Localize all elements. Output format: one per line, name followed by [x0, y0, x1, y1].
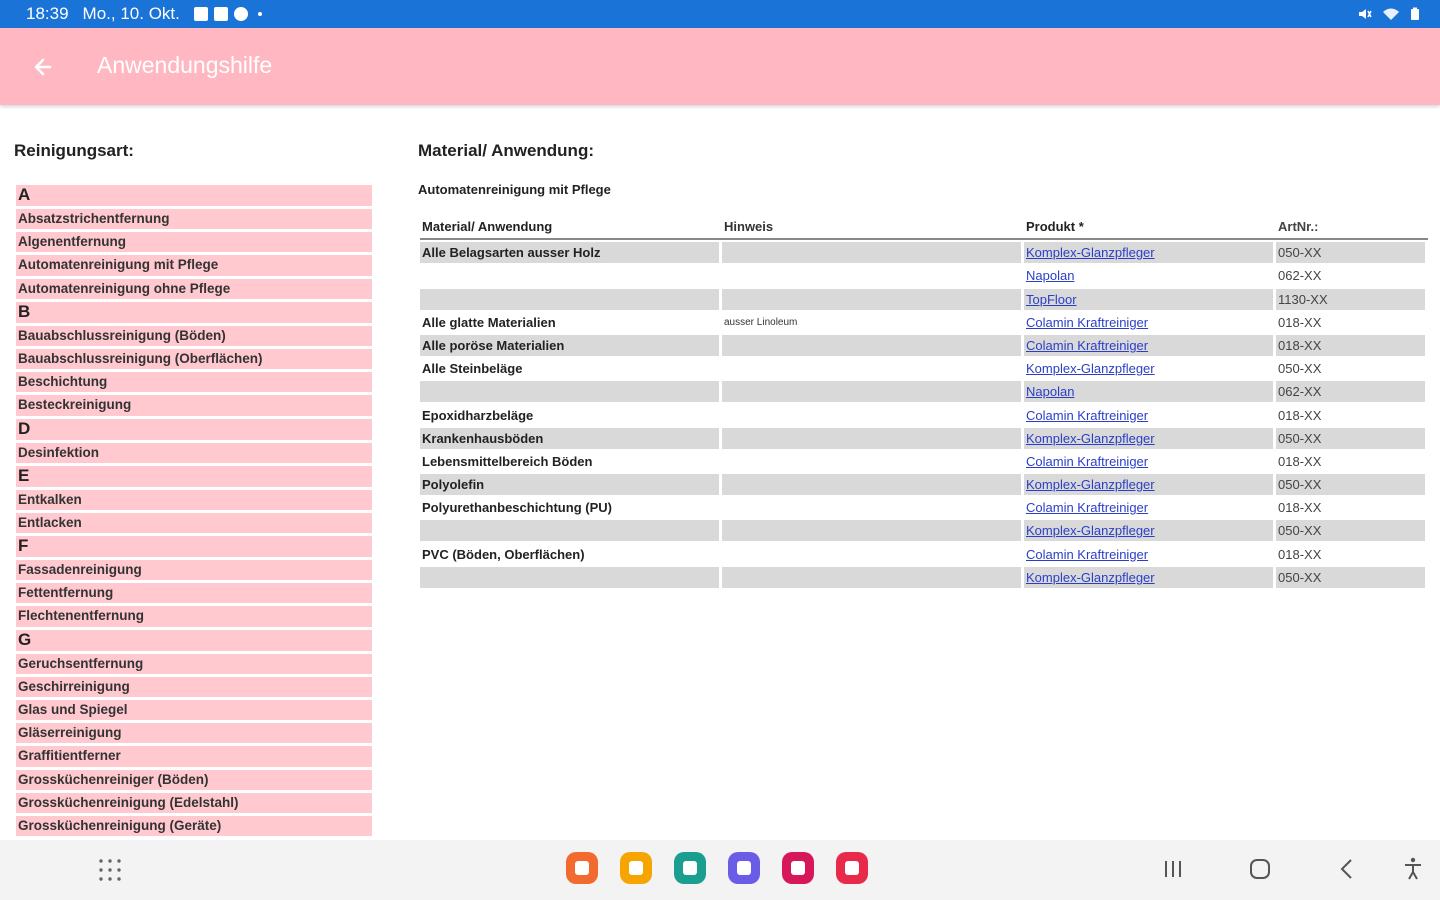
list-item[interactable]: Gläserreinigung — [16, 723, 372, 743]
page-title: Anwendungshilfe — [97, 52, 273, 78]
produkt-cell — [1024, 497, 1273, 518]
list-item[interactable]: Graffitientferner — [16, 746, 372, 766]
list-item[interactable]: Entkalken — [16, 490, 372, 510]
status-time: 18:39 — [26, 4, 69, 23]
material-cell: Alle Belagsarten ausser Holz — [420, 242, 719, 263]
cleaning-type-list[interactable] — [16, 185, 372, 841]
calendar-app-icon[interactable] — [674, 852, 706, 884]
hinweis-cell — [722, 451, 1021, 472]
list-item[interactable]: Bauabschlussreinigung (Oberflächen) — [16, 349, 372, 369]
back-arrow-icon[interactable] — [28, 52, 58, 82]
header-hinweis: Hinweis — [724, 219, 774, 234]
table-row — [420, 474, 1428, 495]
header-produkt: Produkt * — [1026, 219, 1084, 234]
material-cell: Polyurethanbeschichtung (PU) — [422, 500, 612, 516]
table-row — [420, 265, 1428, 286]
product-link[interactable]: Colamin Kraftreiniger — [1026, 314, 1149, 330]
gallery-glyph-icon — [791, 861, 805, 875]
list-item[interactable]: Glas und Spiegel — [16, 700, 372, 720]
header-material: Material/ Anwendung — [422, 219, 553, 234]
material-cell: Alle poröse Materialien — [420, 335, 719, 356]
table-row — [420, 289, 1428, 310]
produkt-cell — [1024, 242, 1273, 263]
apps-grid-icon[interactable] — [98, 858, 122, 882]
section-letter: D — [16, 419, 372, 440]
artnr-cell: 018-XX — [1278, 546, 1322, 562]
produkt-cell — [1024, 381, 1273, 402]
product-link[interactable]: TopFloor — [1026, 291, 1077, 307]
list-item[interactable]: Fettentfernung — [16, 583, 372, 603]
artnr-cell: 018-XX — [1278, 314, 1322, 330]
product-link[interactable]: Colamin Kraftreiniger — [1026, 407, 1149, 423]
table-body — [420, 242, 1428, 588]
material-cell — [420, 381, 719, 402]
product-link[interactable]: Komplex-Glanzpfleger — [1026, 477, 1155, 493]
list-item[interactable]: Absatzstrichentfernung — [16, 209, 372, 229]
gallery-app-icon[interactable] — [782, 852, 814, 884]
product-link[interactable]: Colamin Kraftreiniger — [1026, 453, 1149, 469]
product-link[interactable]: Napolan — [1026, 384, 1075, 400]
status-date: Mo., 10. Okt. — [82, 4, 180, 23]
material-cell — [420, 567, 719, 588]
material-heading: Material/ Anwendung: — [418, 141, 594, 160]
hinweis-cell — [722, 520, 1021, 541]
artnr-cell: 062-XX — [1278, 268, 1322, 284]
hinweis-cell — [722, 405, 1021, 426]
produkt-cell — [1024, 474, 1273, 495]
material-cell: Alle Steinbeläge — [422, 361, 523, 377]
product-link[interactable]: Komplex-Glanzpfleger — [1026, 523, 1155, 539]
material-cell: PVC (Böden, Oberflächen) — [422, 546, 585, 562]
table-row — [420, 428, 1428, 449]
material-cell: Polyolefin — [420, 474, 719, 495]
more-notifications-icon — [258, 12, 262, 16]
table-row — [420, 405, 1428, 426]
produkt-cell — [1024, 428, 1273, 449]
material-table — [420, 216, 1428, 588]
table-row — [420, 358, 1428, 379]
produkt-cell — [1024, 358, 1273, 379]
artnr-cell: 018-XX — [1278, 407, 1322, 423]
navigation-bar — [0, 840, 1440, 900]
material-cell: Krankenhausböden — [420, 428, 719, 449]
status-bar — [0, 0, 1440, 28]
table-row — [420, 451, 1428, 472]
cleaning-type-heading: Reinigungsart: — [14, 141, 134, 160]
artnr-cell: 062-XX — [1276, 381, 1425, 402]
app-bar — [0, 28, 1440, 105]
table-header — [420, 216, 1428, 240]
app-dock — [566, 852, 868, 884]
hinweis-cell — [722, 474, 1021, 495]
produkt-cell — [1024, 520, 1273, 541]
section-letter: A — [16, 185, 372, 206]
header-artnr: ArtNr.: — [1278, 219, 1319, 234]
produkt-cell — [1024, 544, 1273, 565]
notes-glyph-icon — [575, 861, 589, 875]
artnr-cell: 050-XX — [1276, 428, 1425, 449]
list-item[interactable]: Automatenreinigung ohne Pflege — [16, 279, 372, 299]
gallery-notification-icon — [214, 7, 228, 21]
list-item[interactable]: Grossküchenreinigung (Edelstahl) — [16, 793, 372, 813]
product-link[interactable]: Komplex-Glanzpfleger — [1026, 569, 1155, 585]
list-item[interactable]: Bauabschlussreinigung (Böden) — [16, 326, 372, 346]
material-cell: Alle glatte Materialien — [422, 314, 556, 330]
notes-app-icon[interactable] — [566, 852, 598, 884]
artnr-cell: 018-XX — [1278, 453, 1322, 469]
product-link[interactable]: Komplex-Glanzpfleger — [1026, 361, 1155, 377]
list-item[interactable]: Grossküchenreiniger (Böden) — [16, 770, 372, 790]
table-row — [420, 242, 1428, 263]
produkt-cell — [1024, 567, 1273, 588]
artnr-cell: 050-XX — [1276, 242, 1425, 263]
hinweis-cell — [722, 428, 1021, 449]
list-item[interactable]: Flechtenentfernung — [16, 606, 372, 626]
hinweis-cell: ausser Linoleum — [724, 316, 798, 328]
product-link[interactable]: Colamin Kraftreiniger — [1026, 337, 1149, 353]
artnr-cell: 050-XX — [1278, 361, 1322, 377]
table-row — [420, 312, 1428, 333]
folder-glyph-icon — [629, 861, 643, 875]
artnr-cell: 050-XX — [1276, 567, 1425, 588]
mute-icon — [1358, 7, 1372, 21]
list-item[interactable]: Geruchsentfernung — [16, 654, 372, 674]
material-cell: Lebensmittelbereich Böden — [422, 453, 593, 469]
notification-icons — [194, 7, 262, 21]
settings-notification-icon — [234, 7, 248, 21]
list-item[interactable]: Entlacken — [16, 513, 372, 533]
hinweis-cell — [722, 497, 1021, 518]
hinweis-cell — [722, 381, 1021, 402]
produkt-cell — [1024, 405, 1273, 426]
table-row — [420, 381, 1428, 402]
produkt-cell — [1024, 312, 1273, 333]
artnr-cell: 018-XX — [1278, 500, 1322, 516]
table-row — [420, 497, 1428, 518]
accessibility-icon[interactable] — [1400, 856, 1426, 882]
material-cell — [420, 289, 719, 310]
screen-recorder-app-icon[interactable] — [836, 852, 868, 884]
folder-app-icon[interactable] — [620, 852, 652, 884]
selected-cleaning-type: Automatenreinigung mit Pflege — [418, 182, 611, 197]
hinweis-cell — [722, 567, 1021, 588]
hinweis-cell — [722, 289, 1021, 310]
table-row — [420, 567, 1428, 588]
produkt-cell — [1024, 265, 1273, 286]
section-letter: E — [16, 466, 372, 487]
list-item[interactable]: Beschichtung — [16, 372, 372, 392]
table-row — [420, 335, 1428, 356]
list-item[interactable]: Desinfektion — [16, 443, 372, 463]
artnr-cell: 1130-XX — [1276, 289, 1425, 310]
product-link[interactable]: Colamin Kraftreiniger — [1026, 500, 1149, 516]
calendar-glyph-icon — [683, 861, 697, 875]
note-notification-icon — [194, 7, 208, 21]
hinweis-cell — [722, 242, 1021, 263]
produkt-cell — [1024, 289, 1273, 310]
hinweis-cell — [722, 358, 1021, 379]
section-letter: G — [16, 630, 372, 651]
screen-recorder-glyph-icon — [845, 861, 859, 875]
hinweis-cell — [722, 265, 1021, 286]
table-row — [420, 520, 1428, 541]
list-item[interactable]: Grossküchenreinigung (Geräte) — [16, 816, 372, 836]
material-cell — [420, 265, 719, 286]
table-row — [420, 544, 1428, 565]
artnr-cell: 050-XX — [1276, 474, 1425, 495]
list-item[interactable]: Algenentfernung — [16, 232, 372, 252]
home-icon[interactable] — [1247, 856, 1273, 882]
material-cell — [420, 520, 719, 541]
list-item[interactable]: Besteckreinigung — [16, 395, 372, 415]
wifi-icon — [1382, 7, 1400, 21]
product-link[interactable]: Colamin Kraftreiniger — [1026, 546, 1149, 562]
product-link[interactable]: Komplex-Glanzpfleger — [1026, 430, 1155, 446]
list-item[interactable]: Fassadenreinigung — [16, 560, 372, 580]
recent-apps-icon[interactable] — [1160, 856, 1186, 882]
artnr-cell: 018-XX — [1276, 335, 1425, 356]
product-link[interactable]: Napolan — [1026, 268, 1075, 284]
hinweis-cell — [722, 544, 1021, 565]
artnr-cell: 050-XX — [1276, 520, 1425, 541]
list-item[interactable]: Geschirreinigung — [16, 677, 372, 697]
internet-glyph-icon — [737, 861, 751, 875]
back-nav-icon[interactable] — [1334, 856, 1360, 882]
section-letter: B — [16, 302, 372, 323]
section-letter: F — [16, 536, 372, 557]
product-link[interactable]: Komplex-Glanzpfleger — [1026, 245, 1155, 261]
battery-icon — [1410, 7, 1420, 21]
hinweis-cell — [722, 335, 1021, 356]
internet-app-icon[interactable] — [728, 852, 760, 884]
material-cell: Epoxidharzbeläge — [422, 407, 534, 423]
produkt-cell — [1024, 451, 1273, 472]
list-item[interactable]: Automatenreinigung mit Pflege — [16, 255, 372, 275]
produkt-cell — [1024, 335, 1273, 356]
